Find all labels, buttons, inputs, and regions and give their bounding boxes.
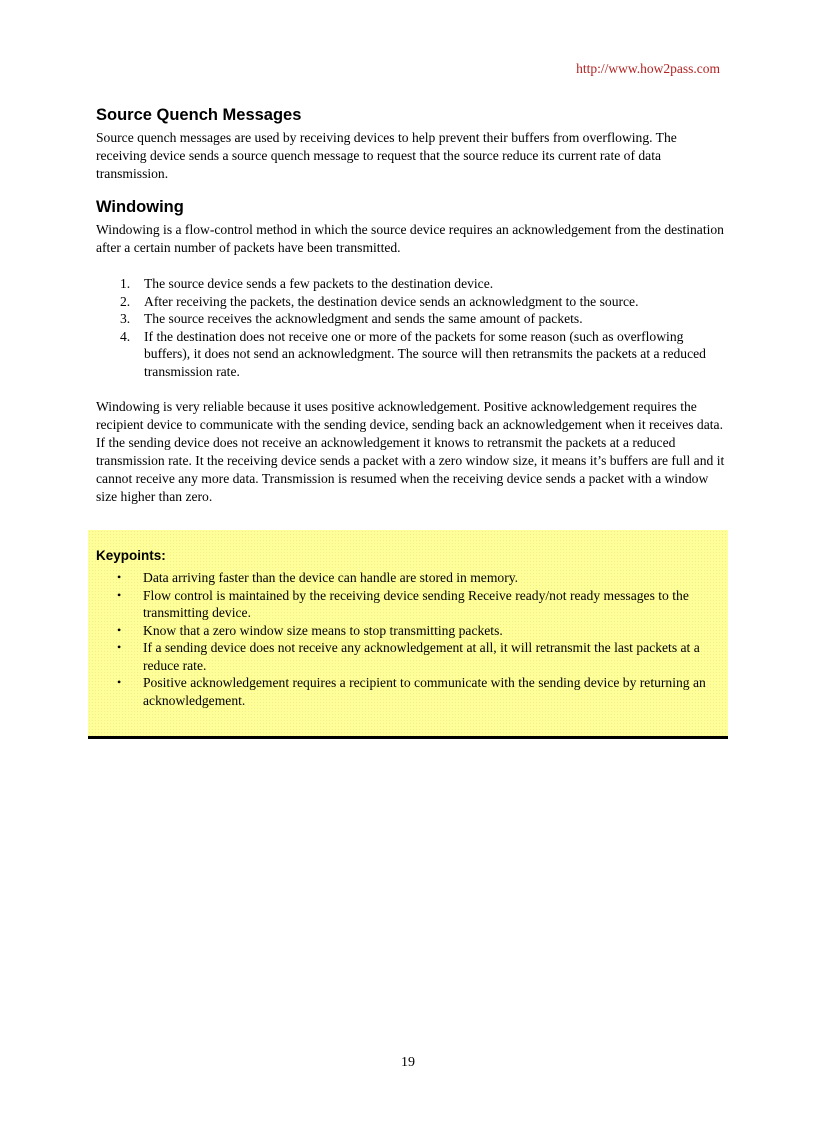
list-item-number: 3. [120, 311, 131, 326]
keypoint-text: If a sending device does not receive any acknowledgement at all, it will retransmit the last packets at a reduce rate. [143, 640, 700, 673]
list-item [88, 639, 720, 674]
bullet-icon: • [117, 570, 122, 584]
list-item-text: If the destination does not receive one or more of the packets for some reason (such as overflowing buffers), it does not send an acknowledgment. The source will then retransmits the packets at a reduced transmission rate. [144, 328, 706, 379]
keypoint-text: Positive acknowledgement requires a recipient to communicate with the sending device by returning an acknowledgement. [143, 675, 706, 708]
list-item [96, 328, 728, 381]
section-title-windowing: Windowing [96, 198, 184, 216]
list-item [88, 587, 720, 622]
bullet-icon: • [117, 622, 122, 637]
keypoint-text: Flow control is maintained by the receiving device sending Receive ready/not ready messages to the transmitting device. [143, 587, 689, 620]
section-title-source-quench: Source Quench Messages [96, 106, 302, 124]
list-item-text: The source receives the acknowledgment and sends the same amount of packets. [144, 311, 583, 326]
list-item [96, 310, 728, 328]
bullet-icon: • [117, 640, 122, 654]
document-body [96, 104, 728, 506]
bullet-icon: • [117, 675, 122, 689]
keypoints-list [88, 569, 720, 709]
page-number: 19 [401, 1055, 415, 1070]
bullet-icon: • [117, 587, 122, 602]
list-item [96, 275, 728, 293]
keypoints-title: Keypoints: [96, 548, 166, 563]
list-item-number: 2. [120, 293, 131, 309]
list-item-text: The source device sends a few packets to the destination device. [144, 276, 494, 291]
list-item-number: 1. [120, 276, 131, 291]
list-item [88, 622, 720, 640]
windowing-conclusion: Windowing is very reliable because it uses positive acknowledgement. Positive acknowledgement requires the recipient device to communicate with the sending device, sending back an acknowledgement when it receives data. If the sending device does not receive an acknowledgement it knows to retransmit the packets at a reduced transmission rate. It the receiving device sends a packet with a zero window size, it means it’s buffers are full and it cannot receive any more data. Transmission is resumed when the receiving device sends a packet with a window size higher than zero. [96, 399, 725, 504]
keypoints-box [88, 530, 728, 739]
section-windowing [96, 196, 728, 506]
header-url-link[interactable]: http://www.how2pass.com [576, 61, 720, 76]
section-body-source-quench: Source quench messages are used by receiving devices to help prevent their buffers from overflowing. The receiving device sends a source quench message to request that the source reduce its current rate of data transmission. [96, 130, 677, 181]
list-item-text: After receiving the packets, the destination device sends an acknowledgment to the source. [144, 293, 639, 309]
windowing-steps-list [96, 275, 728, 380]
list-item [88, 674, 720, 709]
keypoint-text: Know that a zero window size means to stop transmitting packets. [143, 622, 503, 638]
keypoint-text: Data arriving faster than the device can handle are stored in memory. [143, 570, 519, 585]
list-item [96, 293, 728, 311]
windowing-intro: Windowing is a flow-control method in which the source device requires an acknowledgement from the destination after a certain number of packets have been transmitted. [96, 222, 724, 255]
list-item-number: 4. [120, 328, 131, 344]
list-item [88, 569, 720, 587]
section-source-quench [96, 104, 728, 183]
